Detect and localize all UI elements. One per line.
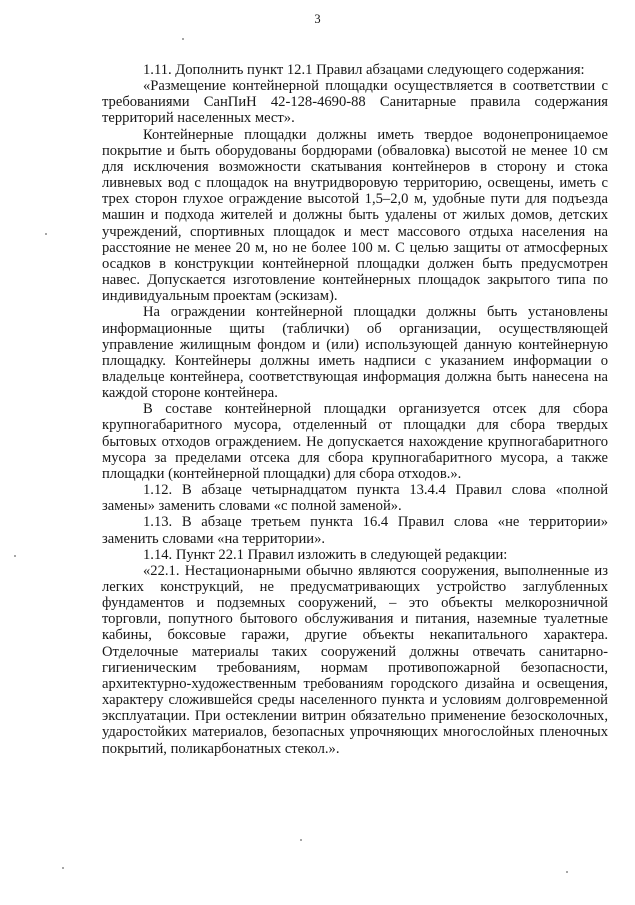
paragraph: «22.1. Нестационарными обычно являются сооружения, выполненные из легких конструкций, не предусматривающих устройство заглубленных фундаментов и подземных сооружений, – это объекты мелкорозничной торговли, попутного бытового обслуживания и питания, наземные туалетные кабины, боксовые гаражи, другие объекты некапитального характера. Отделочные материалы таких сооружений должны отвечать санитарно-гигиеническим требованиям, нормам противопожарной безопасности, архитектурно-художественным требованиям городского дизайна и освещения, характеру сложившейся среды населенного пункта и условиям долговременной эксплуатации. При остеклении витрин обязательно применение безосколочных, ударостойких материалов, безопасных упрочняющих многослойных пленочных покрытий, поликарбонатных стекол.». xyxy=(102,562,608,757)
paragraph: 1.14. Пункт 22.1 Правил изложить в следующей редакции: xyxy=(143,546,508,563)
scan-speck xyxy=(62,867,64,869)
paragraph: 1.11. Дополнить пункт 12.1 Правил абзацами следующего содержания: xyxy=(143,62,585,78)
paragraph: На ограждении контейнерной площадки должны быть установлены информационные щиты (таблички) об организации, осуществляющей управление жилищным фондом и (или) использующей данную контейнерную площадку. Контейнеры должны иметь надписи с указанием информации о владельце контейнера, соответствующая информация должна быть нанесена на каждой стороне контейнера. xyxy=(102,304,608,402)
document-body xyxy=(102,62,608,757)
scan-speck xyxy=(182,38,184,40)
paragraph: В составе контейнерной площадки организуется отсек для сбора крупногабаритного мусора, отделенный от площадки для сбора твердых бытовых отходов ограждением. Не допускается нахождение крупногабаритного мусора за пределами отсека для сбора крупногабаритного мусора, а также площадки (контейнерной площадки) для сбора отходов.». xyxy=(102,401,608,482)
page-number: 3 xyxy=(314,12,321,26)
paragraph: 1.13. В абзаце третьем пункта 16.4 Правил слова «не территории» заменить словами «на территории». xyxy=(102,514,608,547)
paragraph: 1.12. В абзаце четырнадцатом пункта 13.4.4 Правил слова «полной замены» заменить словами «с полной заменой». xyxy=(102,482,608,515)
scan-speck xyxy=(14,555,16,557)
paragraph: «Размещение контейнерной площадки осуществляется в соответствии с требованиями СанПиН 42-128-4690-88 Санитарные правила содержания территорий населенных мест». xyxy=(102,78,608,127)
scan-speck xyxy=(566,871,568,873)
scan-speck xyxy=(45,233,47,235)
scan-speck xyxy=(300,839,302,841)
paragraph: Контейнерные площадки должны иметь твердое водонепроницаемое покрытие и быть оборудованы бордюрами (обваловка) высотой не менее 10 см для исключения возможности скатывания контейнеров в сторону и стока ливневых вод с площадок на внутридворовую территорию, освещены, иметь с трех сторон глухое ограждение высотой 1,5–2,0 м, удобные пути для подъезда машин и подхода жителей и должны быть удалены от жилых домов, детских учреждений, спортивных площадок и мест массового отдыха населения на расстояние не менее 20 м, но не более 100 м. С целью защиты от атмосферных осадков в конструкции контейнерной площадки должен быть предусмотрен навес. Допускается изготовление контейнерных площадок закрытого типа по индивидуальным проектам (эскизам). xyxy=(102,126,608,305)
